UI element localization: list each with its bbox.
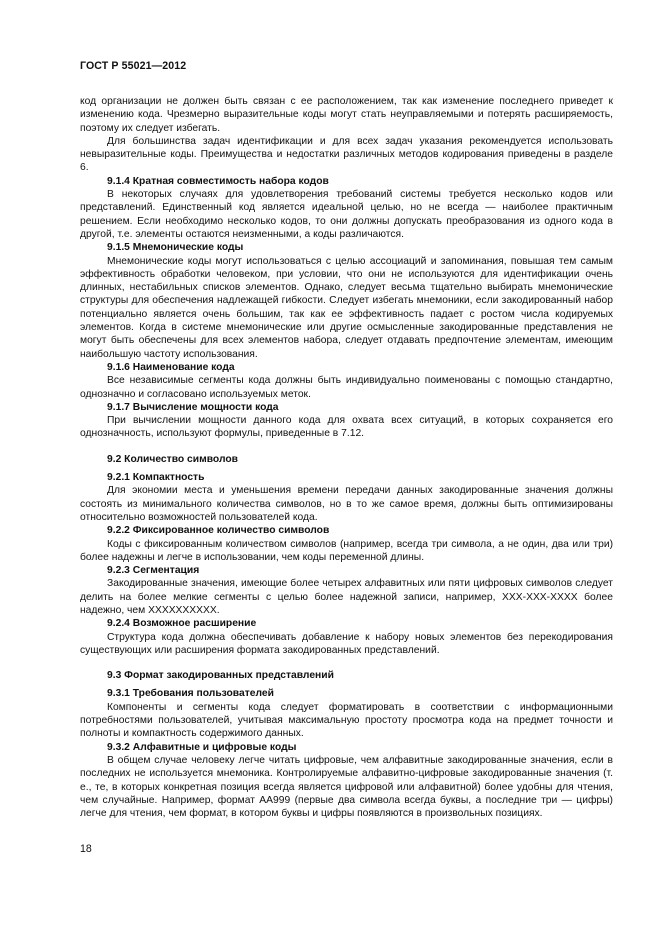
paragraph: Для большинства задач идентификации и для всех задач указания рекомендуется использовать невыразительные коды. Преимущества и недостатки различных методов кодирования приведены в разделе 6. (80, 135, 613, 174)
page-number: 18 (80, 843, 92, 855)
paragraph: Структура кода должна обеспечивать добавление к набору новых элементов без перекодирования существующих или расширения формата закодированных представлений. (80, 631, 613, 656)
paragraph: В некоторых случаях для удовлетворения требований системы требуется несколько кодов или представлений. Единственный код является идеальной целью, но не всегда — наиболее практичным решением. Если необходимо несколько кодов, то они должны допускать преобразования из одного кода в другой, т.е. элементы остаются неизменными, а коды различаются. (80, 189, 613, 240)
heading-9-1-4: 9.1.4 Кратная совместимость набора кодов (107, 175, 329, 187)
heading-9-2-2: 9.2.2 Фиксированное количество символов (107, 525, 330, 537)
heading-9-1-6: 9.1.6 Наименование кода (107, 361, 235, 373)
paragraph: Для экономии места и уменьшения времени передачи данных закодированные значения должны состоять из минимального количества символов, но в то же самое время, должны быть оптимизированы относительно возможностей пользователей кода. (80, 485, 613, 523)
heading-9-2-1: 9.2.1 Компактность (107, 472, 205, 484)
heading-9-1-5: 9.1.5 Мнемонические коды (107, 242, 244, 254)
paragraph: В общем случае человеку легче читать цифровые, чем алфавитные закодированные значения, если в последних не используется мнемоника. Контролируемые алфавитно-цифровые закодированные значения (т. е., те, в которых конкретная позиция всегда является цифровой или алфавитной) более удобны для чтения, чем случайные. Например, формат АА999 (первые два символа всегда буквы, а последние три — цифры) легче для чтения, чем формат, в котором буквы и цифры появляются в произвольных позициях. (80, 754, 613, 820)
heading-9-2: 9.2 Количество символов (107, 453, 238, 465)
paragraph: Коды с фиксированным количеством символов (например, всегда три символа, а не один, два или три) более надежны и легче в использовании, чем коды переменной длины. (80, 538, 613, 563)
paragraph: код организации не должен быть связан с ее расположением, так как изменение последнего приведет к изменению кода. Чрезмерно выразительные коды могут стать неуправляемыми и потерять расширяемость, поэтому их следует избегать. (80, 96, 613, 134)
document-body (80, 95, 613, 820)
heading-9-3-2: 9.3.2 Алфавитные и цифровые коды (107, 741, 297, 753)
heading-9-3: 9.3 Формат закодированных представлений (107, 670, 334, 682)
paragraph: Компоненты и сегменты кода следует форматировать в соответствии с информационными потребностями пользователей, учитывая максимальную простоту просмотра кода на предмет точности и полноты и компактность содержимого данных. (80, 701, 613, 740)
paragraph: Мнемонические коды могут использоваться с целью ассоциаций и запоминания, повышая тем самым эффективность обработки человеком, при условии, что они не используются для идентификации очень длинных, нестабильных списков элементов. Однако, следует весьма тщательно выбирать мнемонические структуры для обеспечения надлежащей гибкости. Следует избегать мнемоники, если закодированный набор потенциально является очень большим, так как ее эффективность падает с ростом числа кодируемых элементов. Когда в системе мнемонические или другие осмысленные закодированные представления не могут быть обеспечены для всех элементов набора, следует отдавать предпочтение элементам, имеющим наибольшую частоту использования. (80, 255, 613, 360)
heading-9-2-4: 9.2.4 Возможное расширение (107, 618, 257, 630)
heading-9-1-7: 9.1.7 Вычисление мощности кода (107, 401, 279, 413)
heading-9-2-3: 9.2.3 Сегментация (107, 565, 200, 577)
document-header: ГОСТ Р 55021—2012 (80, 60, 187, 72)
heading-9-3-1: 9.3.1 Требования пользователей (107, 688, 274, 700)
paragraph: При вычислении мощности данного кода для охвата всех ситуаций, в которых сохраняется его однозначность, используют формулы, приведенные в 7.12. (80, 415, 613, 440)
paragraph: Все независимые сегменты кода должны быть индивидуально поименованы с помощью стандартно, однозначно и согласовано используемых меток. (80, 375, 613, 400)
paragraph: Закодированные значения, имеющие более четырех алфавитных или пяти цифровых символов следует делить на более мелкие сегменты с целью более надежной записи, например, ХХХ-ХХХ-ХХХХ более надежно, чем ХХХХХХХХХХ. (80, 578, 613, 616)
